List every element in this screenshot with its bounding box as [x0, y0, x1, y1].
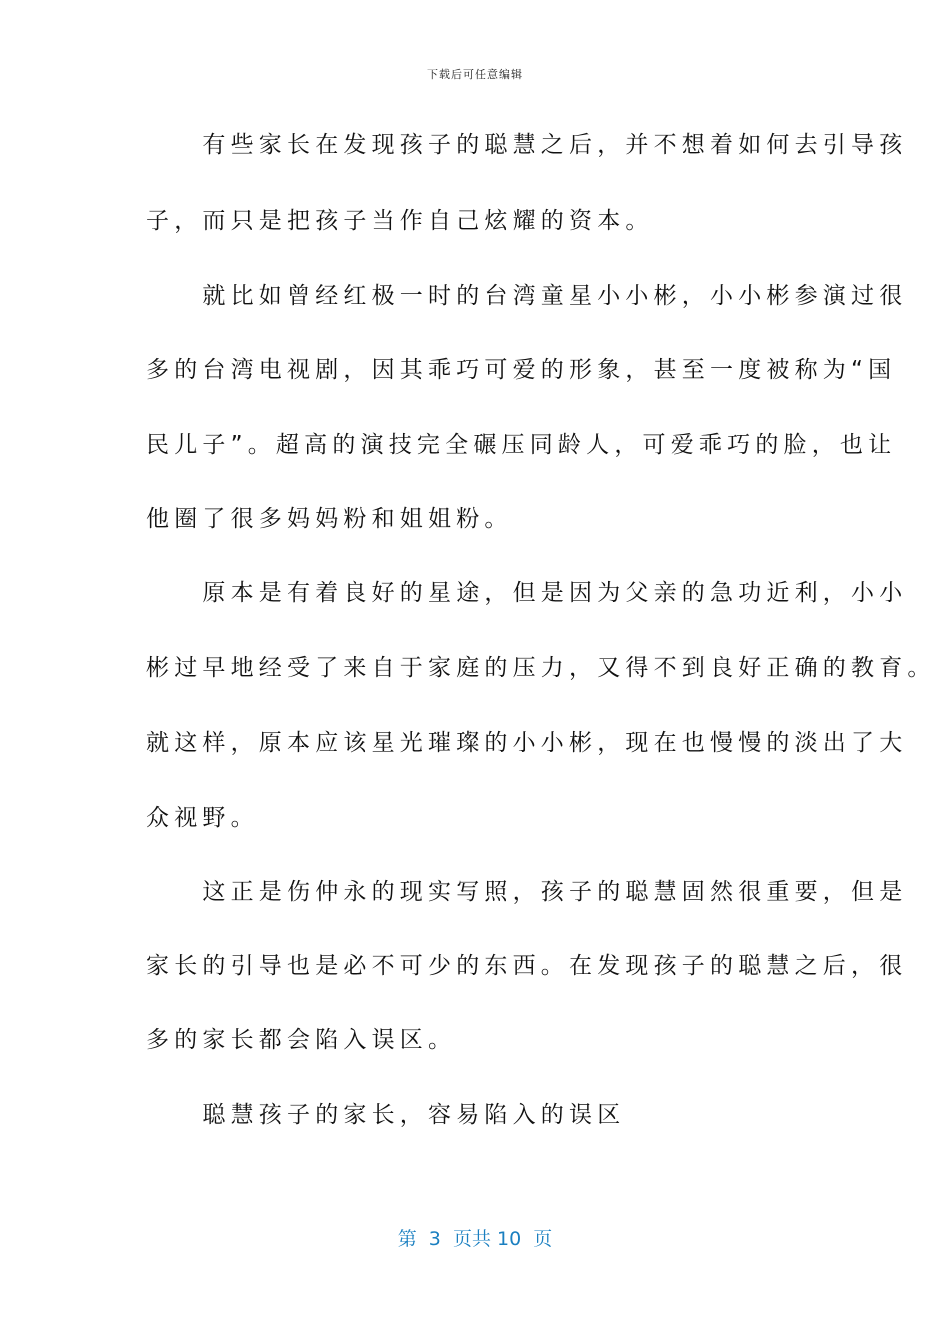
body-line: 聪慧孩子的家长，容易陷入的误区: [146, 1102, 626, 1128]
body-line: 这正是伤仲永的现实写照，孩子的聪慧固然很重要，但是: [146, 879, 908, 905]
body-line: 家长的引导也是必不可少的东西。在发现孩子的聪慧之后，很: [146, 953, 908, 979]
header-note: 下载后可任意编辑: [427, 68, 523, 81]
body-line: 原本是有着良好的星途，但是因为父亲的急功近利，小小: [146, 580, 908, 606]
body-line: 彬过早地经受了来自于家庭的压力，又得不到良好正确的教育。: [146, 655, 936, 681]
body-line: 民儿子”。超高的演技完全碾压同龄人，可爱乖巧的脸，也让: [146, 432, 897, 458]
body-line: 就这样，原本应该星光璀璨的小小彬，现在也慢慢的淡出了大: [146, 730, 908, 756]
body-line: 他圈了很多妈妈粉和姐姐粉。: [146, 506, 513, 532]
page-footer: 第 3 页共 10 页: [397, 1228, 553, 1250]
body-line: 多的台湾电视剧，因其乖巧可爱的形象，甚至一度被称为“国: [146, 357, 897, 383]
body-line: 有些家长在发现孩子的聪慧之后，并不想着如何去引导孩: [146, 132, 908, 158]
body-line: 多的家长都会陷入误区。: [146, 1027, 457, 1053]
body-line: 子，而只是把孩子当作自己炫耀的资本。: [146, 208, 654, 234]
body-line: 就比如曾经红极一时的台湾童星小小彬，小小彬参演过很: [146, 283, 908, 309]
body-line: 众视野。: [146, 805, 259, 831]
